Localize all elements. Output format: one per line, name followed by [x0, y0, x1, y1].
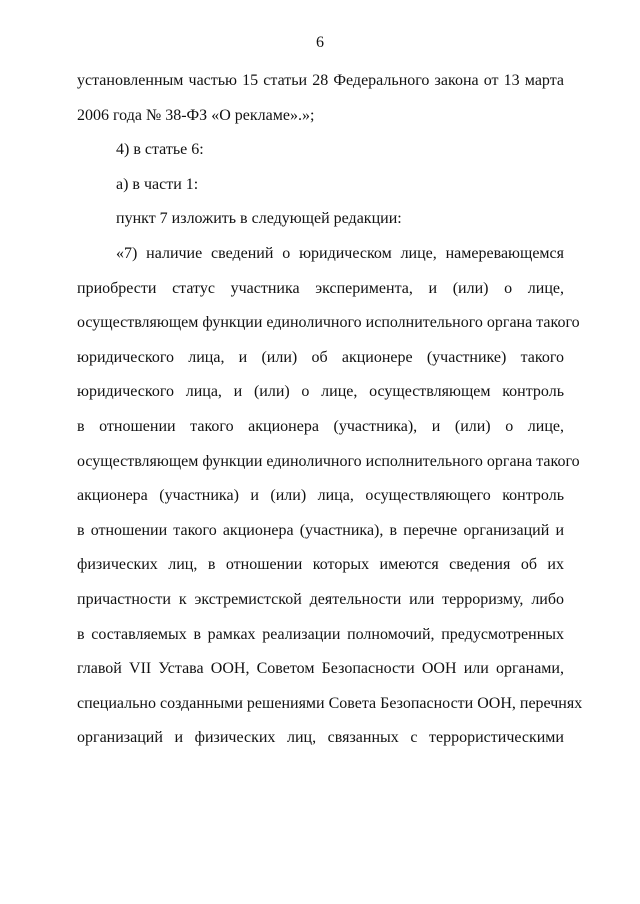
text-line: в отношении такого акционера (участника), в перечне организаций и — [77, 521, 564, 539]
text-line: организаций и физических лиц, связанных с террористическими — [77, 729, 564, 747]
text-line: установленным частью 15 статьи 28 Федерального закона от 13 марта — [77, 72, 564, 89]
text-line: а) в части 1: — [116, 175, 199, 193]
text-line: юридического лица, и (или) о лице, осуществляющем контроль — [77, 383, 564, 401]
text-line: осуществляющем функции единоличного исполнительного органа такого — [77, 452, 580, 470]
text-line: в составляемых в рамках реализации полномочий, предусмотренных — [77, 625, 564, 643]
page-number: 6 — [316, 34, 324, 51]
text-line: физических лиц, в отношении которых имеются сведения об их — [77, 556, 564, 574]
text-line: 4) в статье 6: — [116, 141, 204, 159]
text-line: осуществляющем функции единоличного исполнительного органа такого — [77, 314, 580, 332]
text-line: акционера (участника) и (или) лица, осуществляющего контроль — [77, 487, 564, 505]
text-line: 2006 года № 38-ФЗ «О рекламе».»; — [77, 106, 315, 124]
text-line: пункт 7 изложить в следующей редакции: — [116, 210, 402, 228]
text-line: причастности к экстремистской деятельности или терроризму, либо — [77, 590, 564, 608]
text-line: юридического лица, и (или) об акционере (участнике) такого — [77, 348, 564, 366]
text-line: специально созданными решениями Совета Безопасности ООН, перечнях — [77, 694, 583, 712]
text-line: в отношении такого акционера (участника), и (или) о лице, — [77, 417, 564, 435]
text-line: главой VII Устава ООН, Советом Безопасности ООН или органами, — [77, 660, 564, 678]
document-body — [77, 70, 583, 762]
text-line: «7) наличие сведений о юридическом лице, намеревающемся — [116, 244, 564, 262]
text-line: приобрести статус участника эксперимента, и (или) о лице, — [77, 279, 564, 297]
